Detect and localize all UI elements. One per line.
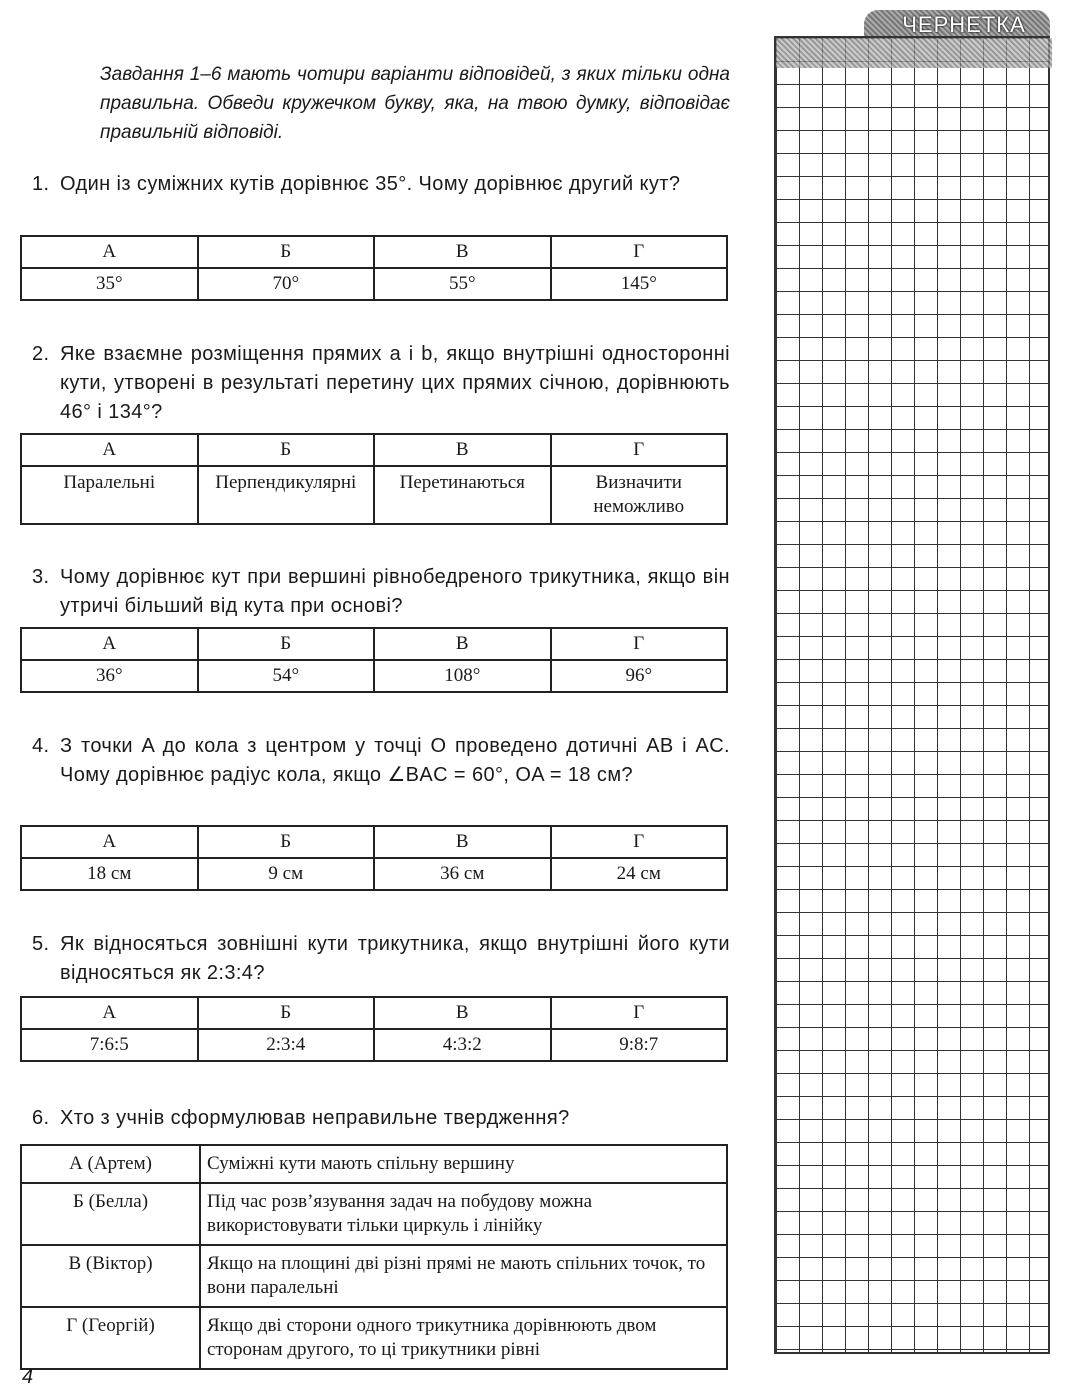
option-value: 36 см [374, 858, 551, 890]
option-letter-a[interactable]: А [21, 236, 198, 268]
draft-grid[interactable] [774, 36, 1050, 1354]
option-value: 4:3:2 [374, 1029, 551, 1061]
option-letter-g[interactable]: Г [551, 628, 728, 660]
question-4 [32, 732, 730, 790]
question-number: 4. [32, 735, 50, 757]
answer-table-2 [20, 433, 728, 525]
question-text: Хто з учнів сформулював неправильне твердження? [60, 1107, 570, 1129]
option-value: 24 см [551, 858, 728, 890]
option-value: 35° [21, 268, 198, 300]
question-6 [32, 1104, 730, 1133]
option-value: 36° [21, 660, 198, 692]
question-number: 5. [32, 933, 50, 955]
option-value: 70° [198, 268, 375, 300]
question-text: Яке взаємне розміщення прямих a і b, якщо внутрішні односторонні кути, утворені в результаті перетину цих прямих січною, дорівнюють 46° і 134°? [60, 343, 730, 423]
option-value: 18 см [21, 858, 198, 890]
option-value: Перпендикулярні [198, 466, 375, 524]
option-value: 145° [551, 268, 728, 300]
question-text: Чому дорівнює кут при вершині рівнобедреного трикутника, якщо він утричі більший від кута при основі? [60, 566, 730, 617]
student-option-a[interactable]: А (Артем) [21, 1145, 200, 1183]
option-letter-a[interactable]: А [21, 628, 198, 660]
option-letter-v[interactable]: В [374, 997, 551, 1029]
student-option-v[interactable]: В (Віктор) [21, 1245, 200, 1307]
option-letter-v[interactable]: В [374, 434, 551, 466]
answer-table-4 [20, 825, 728, 891]
option-value: Паралельні [21, 466, 198, 524]
question-text: Як відносяться зовнішні кути трикутника, якщо внутрішні його кути відносяться як 2:3:4? [60, 933, 730, 984]
draft-header-band [776, 38, 1052, 68]
question-number: 2. [32, 343, 50, 365]
option-letter-b[interactable]: Б [198, 236, 375, 268]
option-letter-a[interactable]: А [21, 997, 198, 1029]
option-letter-g[interactable]: Г [551, 826, 728, 858]
option-value: 96° [551, 660, 728, 692]
option-letter-b[interactable]: Б [198, 628, 375, 660]
statement-text: Якщо дві сторони одного трикутника дорівнюють двом сторонам другого, то ці трикутники рівні [200, 1307, 727, 1369]
option-value: 7:6:5 [21, 1029, 198, 1061]
page-number: 4 [22, 1366, 34, 1388]
option-value: 9:8:7 [551, 1029, 728, 1061]
question-number: 1. [32, 173, 50, 195]
question-text: Один із суміжних кутів дорівнює 35°. Чому дорівнює другий кут? [60, 173, 681, 195]
question-text: З точки A до кола з центром у точці O проведено дотичні AB і AC. Чому дорівнює радіус кола, якщо ∠BAC = 60°, OA = 18 см? [60, 735, 730, 786]
option-value: 9 см [198, 858, 375, 890]
student-option-g[interactable]: Г (Георгій) [21, 1307, 200, 1369]
option-letter-v[interactable]: В [374, 628, 551, 660]
statement-text: Під час розв’язування задач на побудову можна використовувати тільки циркуль і лінійку [200, 1183, 727, 1245]
option-letter-a[interactable]: А [21, 434, 198, 466]
draft-area [774, 10, 1052, 1358]
option-value: Перетинаються [374, 466, 551, 524]
answer-table-3 [20, 627, 728, 693]
answer-table-1 [20, 235, 728, 301]
statement-text: Якщо на площині дві різні прямі не мають спільних точок, то вони паралельні [200, 1245, 727, 1307]
instructions: Завдання 1–6 мають чотири варіанти відповідей, з яких тільки одна правильна. Обведи кружечком букву, яка, на твою думку, відповідає правильній відповіді. [100, 64, 730, 143]
student-option-b[interactable]: Б (Белла) [21, 1183, 200, 1245]
option-value: 55° [374, 268, 551, 300]
option-letter-b[interactable]: Б [198, 434, 375, 466]
option-value: 54° [198, 660, 375, 692]
question-2 [32, 340, 730, 427]
statement-text: Суміжні кути мають спільну вершину [200, 1145, 727, 1183]
question-5 [32, 930, 730, 988]
draft-label: ЧЕРНЕТКА [902, 12, 1026, 37]
answer-table-5 [20, 996, 728, 1062]
question-number: 6. [32, 1107, 50, 1129]
option-value: 2:3:4 [198, 1029, 375, 1061]
option-letter-v[interactable]: В [374, 236, 551, 268]
option-letter-g[interactable]: Г [551, 434, 728, 466]
option-letter-b[interactable]: Б [198, 997, 375, 1029]
option-letter-v[interactable]: В [374, 826, 551, 858]
option-letter-g[interactable]: Г [551, 236, 728, 268]
statements-table [20, 1144, 728, 1370]
option-value: 108° [374, 660, 551, 692]
question-3 [32, 563, 730, 621]
option-value: Визначити неможливо [551, 466, 728, 524]
option-letter-a[interactable]: А [21, 826, 198, 858]
option-letter-b[interactable]: Б [198, 826, 375, 858]
question-1 [32, 170, 730, 199]
option-letter-g[interactable]: Г [551, 997, 728, 1029]
question-number: 3. [32, 566, 50, 588]
